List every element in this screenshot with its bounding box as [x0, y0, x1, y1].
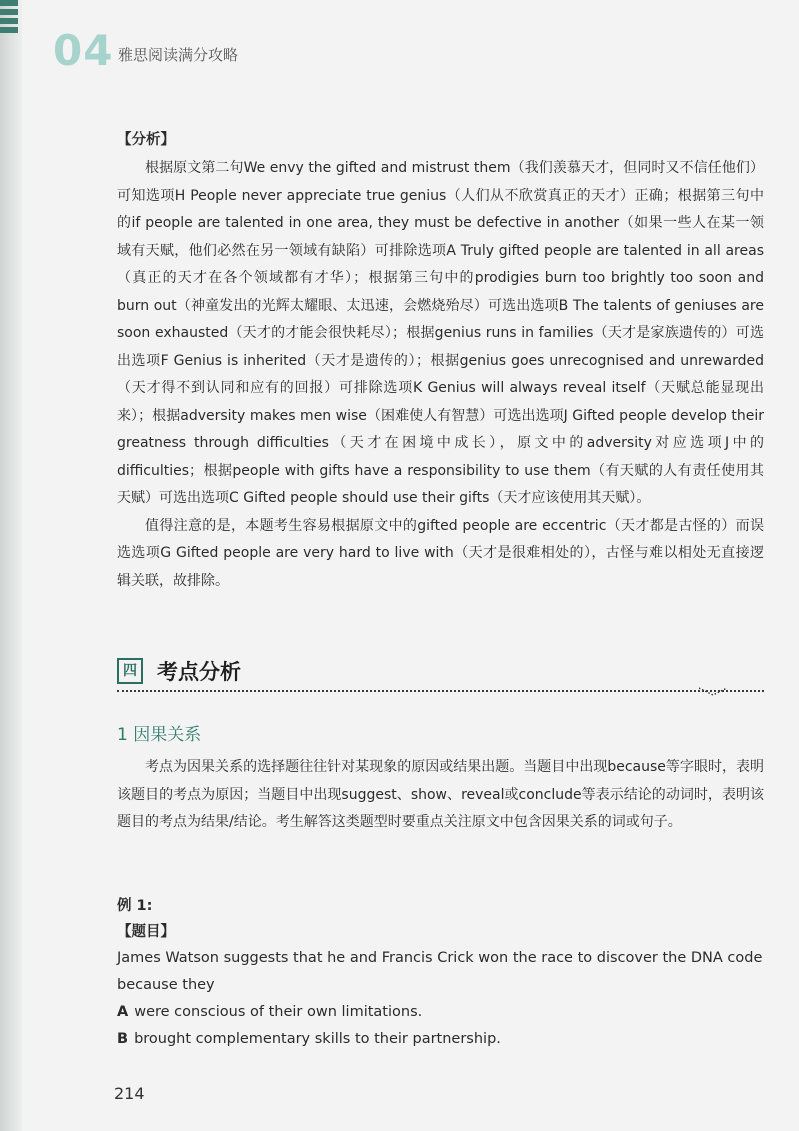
analysis-block [117, 128, 764, 595]
chapter-number: 04 [53, 26, 114, 75]
page-binding-shadow [0, 0, 22, 1131]
book-title: 雅思阅读满分攻略 [118, 46, 239, 64]
subsection-title: 1 因果关系 [117, 725, 202, 745]
question-label: 【题目】 [117, 924, 175, 940]
subsection-paragraph: 考点为因果关系的选择题往往针对某现象的原因或结果出题。当题目中出现because等字眼时，表明该题目的考点为原因；当题目中出现suggest、show、reveal或conclude等表示结论的动词时，表明该题目的考点为结果/结论。考生解答这类题型时要重点关注原文中包含因果关系的词或句子。 [117, 759, 764, 830]
edge-tabs [0, 0, 18, 40]
analysis-paragraph-1: 根据原文第二句We envy the gifted and mistrust them（我们羡慕天才，但同时又不信任他们）可知选项H People never appreciate true genius（人们从不欣赏真正的天才）正确；根据第三句中的if people are talented in one area, they must be defective in another（如果一些人在某一领域有天赋，他们必然在另一领域有缺陷）可排除选项A Truly gifted people are talented in all areas（真正的天才在各个领域都有才华）；根据第三句中的prodigies burn too brightly too soon and burn out（神童发出的光辉太耀眼、太迅速，会燃烧殆尽）可选出选项B The talents of geniuses are soon exhausted（天才的才能会很快耗尽）；根据genius runs in families（天才是家族遗传的）可选出选项F Genius is inherited（天才是遗传的）；根据genius goes unrecognised and unrewarded（天才得不到认同和应有的回报）可排除选项K Genius will always reveal itself（天赋总能显现出来）；根据adversity makes men wise（困难使人有智慧）可选出选项J Gifted people develop their greatness through difficulties（天才在困境中成长），原文中的adversity对应选项J中的difficulties；根据people with gifts have a responsibility to use them（有天赋的人有责任使用其天赋）可选出选项C Gifted people should use their gifts（天才应该使用其天赋）。 [117, 160, 764, 506]
example-block [117, 893, 764, 1053]
option-b [117, 1026, 764, 1053]
section-title: 考点分析 [157, 660, 241, 684]
dotted-divider [117, 690, 764, 693]
subsection-body [117, 754, 764, 837]
option-b-text: brought complementary skills to their partnership. [134, 1031, 501, 1047]
example-label: 例 1: [117, 898, 153, 914]
option-b-letter: B [117, 1031, 129, 1047]
question-text: James Watson suggests that he and Francis Crick won the race to discover the DNA code because they [117, 950, 763, 993]
page-number: 214 [114, 1084, 145, 1103]
section-heading [117, 656, 764, 696]
option-a-text: were conscious of their own limitations. [134, 1004, 423, 1020]
analysis-paragraph-2: 值得注意的是，本题考生容易根据原文中的gifted people are eccentric（天才都是古怪的）而误选选项G Gifted people are very hard to live with（天才是很难相处的），古怪与难以相处无直接逻辑关联，故排除。 [117, 517, 764, 589]
option-a [117, 999, 764, 1026]
divider-notch-icon [699, 686, 727, 696]
section-number-badge: 四 [117, 658, 143, 684]
option-a-letter: A [117, 1004, 129, 1020]
analysis-label: 【分析】 [117, 132, 175, 148]
